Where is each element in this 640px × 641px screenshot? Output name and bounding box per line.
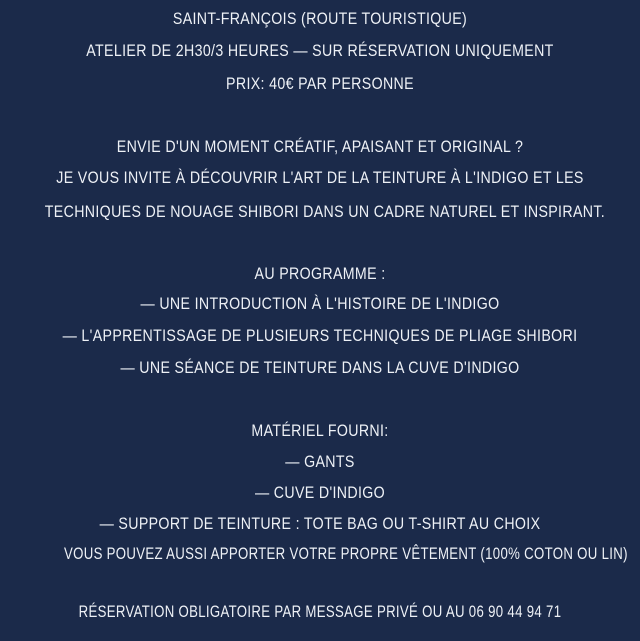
intro-question: ENVIE D'UN MOMENT CRÉATIF, APAISANT ET ORIGINAL ? xyxy=(116,138,524,156)
materials-note: VOUS POUVEZ AUSSI APPORTER VOTRE PROPRE VÊTEMENT (100% COTON OU LIN) xyxy=(64,545,628,563)
intro-line-2: TECHNIQUES DE NOUAGE SHIBORI DANS UN CADRE NATUREL ET INSPIRANT. xyxy=(44,203,606,221)
materials-heading: MATÉRIEL FOURNI: xyxy=(251,422,389,440)
location-line: SAINT-FRANÇOIS (ROUTE TOURISTIQUE) xyxy=(172,10,468,28)
reservation-line: RÉSERVATION OBLIGATOIRE PAR MESSAGE PRIVÉ OU AU 06 90 44 94 71 xyxy=(78,603,562,621)
intro-line-1: JE VOUS INVITE À DÉCOUVRIR L'ART DE LA TEINTURE À L'INDIGO ET LES xyxy=(56,169,584,187)
programme-item: — L'APPRENTISSAGE DE PLUSIEURS TECHNIQUES DE PLIAGE SHIBORI xyxy=(62,327,578,345)
price-line: PRIX: 40€ PAR PERSONNE xyxy=(226,75,414,93)
programme-item: — UNE INTRODUCTION À L'HISTOIRE DE L'INDIGO xyxy=(140,295,500,313)
duration-line: ATELIER DE 2H30/3 HEURES — SUR RÉSERVATION UNIQUEMENT xyxy=(86,42,554,60)
programme-item: — UNE SÉANCE DE TEINTURE DANS LA CUVE D'INDIGO xyxy=(120,359,520,377)
materials-item: — CUVE D'INDIGO xyxy=(254,484,386,502)
programme-heading: AU PROGRAMME : xyxy=(254,265,386,283)
materials-item: — SUPPORT DE TEINTURE : TOTE BAG OU T-SHIRT AU CHOIX xyxy=(99,515,541,533)
materials-item: — GANTS xyxy=(285,453,355,471)
